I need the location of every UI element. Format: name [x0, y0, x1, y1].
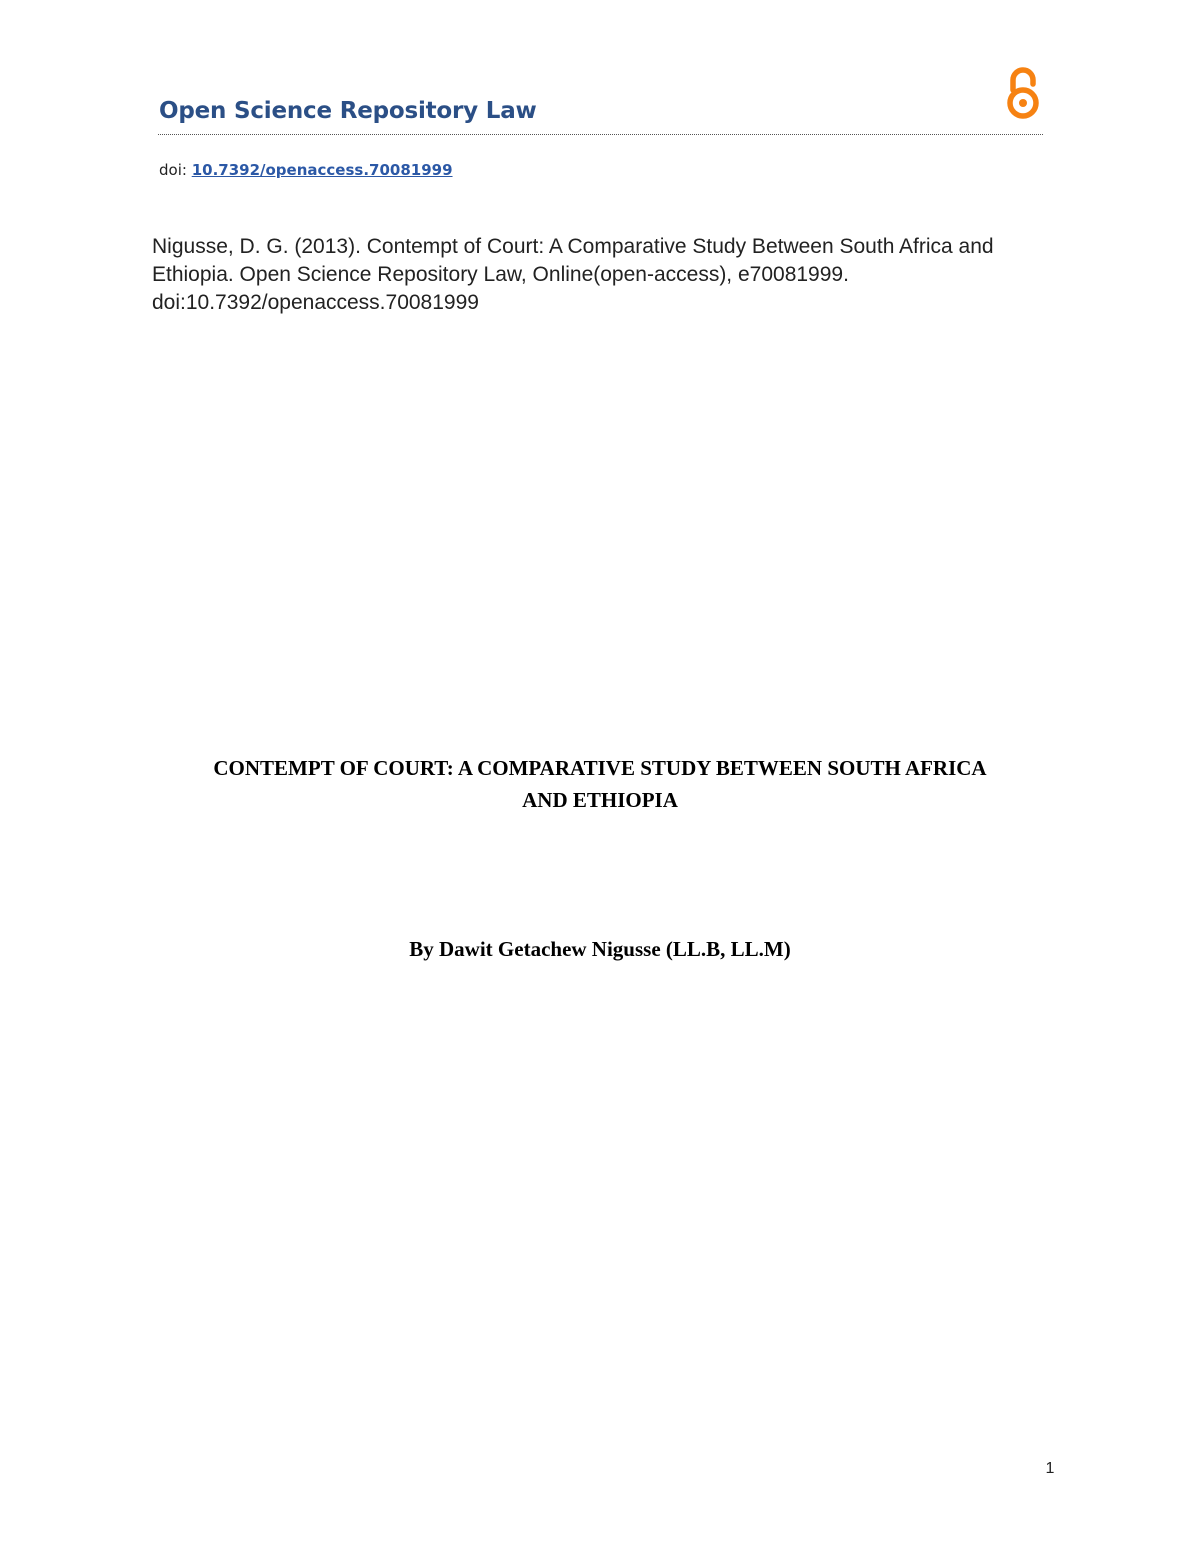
doi-link[interactable]: 10.7392/openaccess.70081999	[191, 161, 453, 179]
journal-header	[158, 96, 1043, 140]
journal-title: Open Science Repository Law	[159, 98, 537, 124]
title-line-2: AND ETHIOPIA	[522, 788, 678, 812]
author-line: By Dawit Getachew Nigusse (LL.B, LL.M)	[409, 937, 791, 961]
citation-text: Nigusse, D. G. (2013). Contempt of Court: A Comparative Study Between South Africa and Ethiopia. Open Science Repository Law, Online(open-access), e70081999. doi:10.7392/openaccess.70081999	[152, 235, 994, 314]
document-title	[150, 752, 1050, 816]
doi-line	[159, 161, 453, 179]
page-number: 1	[1045, 1460, 1055, 1477]
open-access-lock-icon	[1003, 66, 1043, 122]
title-line-1: CONTEMPT OF COURT: A COMPARATIVE STUDY BETWEEN SOUTH AFRICA	[213, 756, 987, 780]
header-divider	[158, 134, 1043, 135]
doi-label: doi:	[159, 161, 187, 179]
